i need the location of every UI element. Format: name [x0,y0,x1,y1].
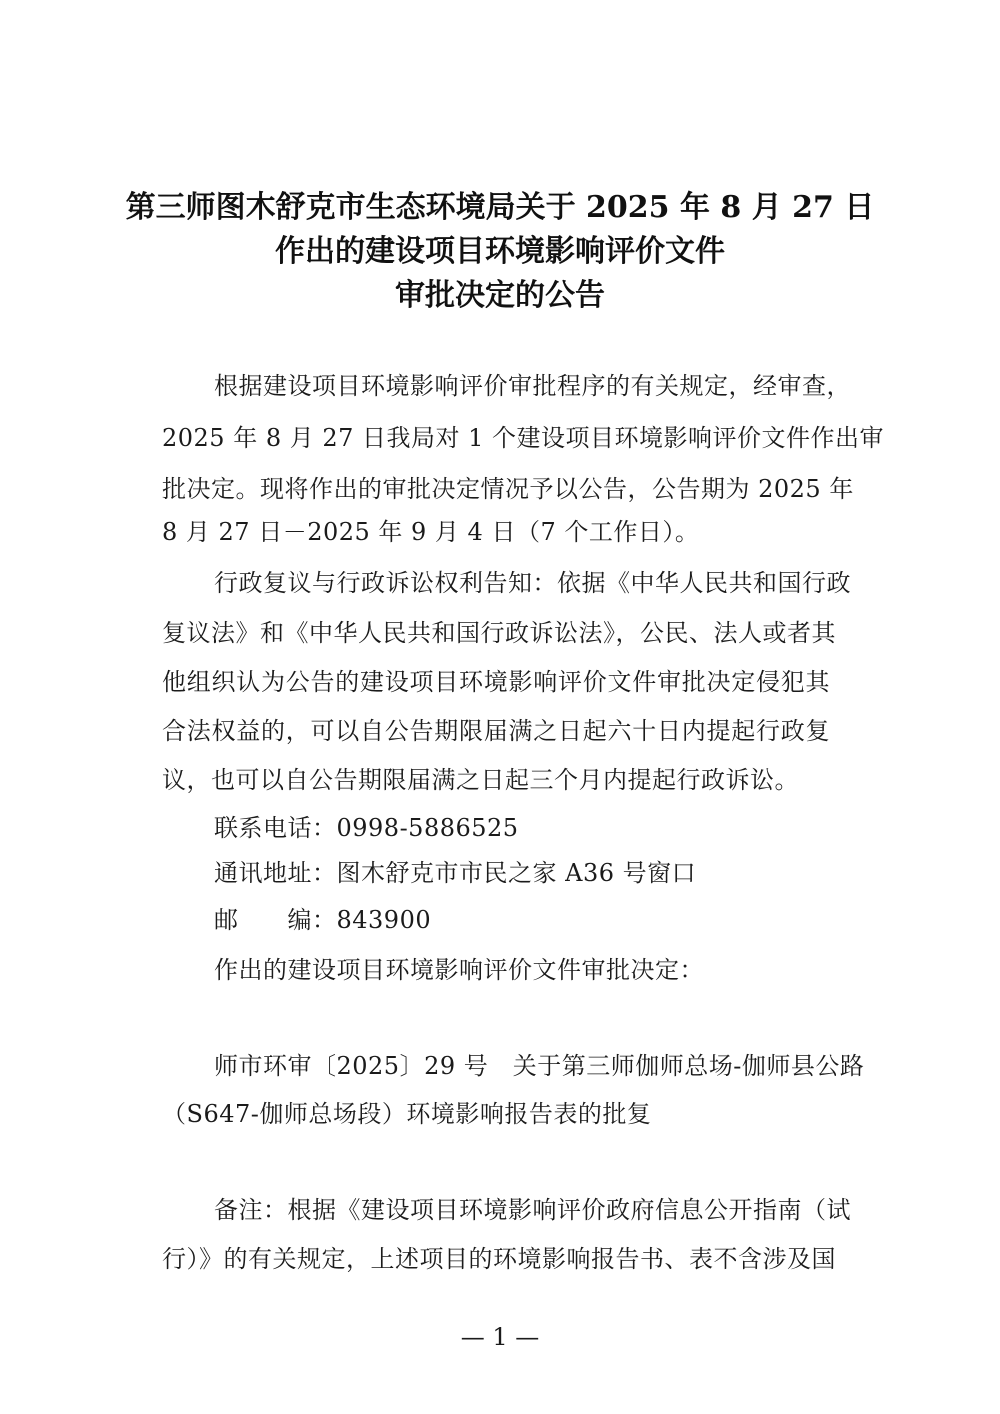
paragraph-2-line-5: 议，也可以自公告期限届满之日起三个月内提起行政诉讼。 [162,766,799,794]
decision-item-line-1: 师市环审〔2025〕29 号 关于第三师伽师总场-伽师县公路 [214,1052,865,1080]
decision-item-line-2: （S647-伽师总场段）环境影响报告表的批复 [162,1100,652,1128]
page-number: — 1 — [460,1323,540,1351]
note-line-1: 备注：根据《建设项目环境影响评价政府信息公开指南（试 [214,1196,851,1224]
paragraph-1-line-4: 8 月 27 日－2025 年 9 月 4 日（7 个工作日）。 [162,518,700,546]
decision-intro: 作出的建设项目环境影响评价文件审批决定： [214,956,704,984]
title-line-1: 第三师图木舒克市生态环境局关于 2025 年 8 月 27 日 [125,190,875,225]
document-title [120,186,880,318]
paragraph-2-line-2: 复议法》和《中华人民共和国行政诉讼法》，公民、法人或者其 [162,619,836,647]
paragraph-1-line-3: 批决定。现将作出的审批决定情况予以公告，公告期为 2025 年 [162,475,854,503]
contact-postcode: 邮 编：843900 [214,906,432,934]
note-line-2: 行）》的有关规定，上述项目的环境影响报告书、表不含涉及国 [162,1245,836,1273]
paragraph-2-line-4: 合法权益的，可以自公告期限届满之日起六十日内提起行政复 [162,717,830,745]
paragraph-2-line-3: 他组织认为公告的建设项目环境影响评价文件审批决定侵犯其 [162,668,830,696]
paragraph-1-line-2: 2025 年 8 月 27 日我局对 1 个建设项目环境影响评价文件作出审 [162,424,885,452]
paragraph-1-line-1: 根据建设项目环境影响评价审批程序的有关规定，经审查， [214,372,851,400]
title-line-3: 审批决定的公告 [395,278,605,313]
contact-address: 通讯地址：图木舒克市市民之家 A36 号窗口 [214,859,697,887]
title-line-2: 作出的建设项目环境影响评价文件 [275,234,725,269]
contact-phone: 联系电话：0998-5886525 [214,814,519,842]
paragraph-2-line-1: 行政复议与行政诉讼权利告知：依据《中华人民共和国行政 [214,569,851,597]
